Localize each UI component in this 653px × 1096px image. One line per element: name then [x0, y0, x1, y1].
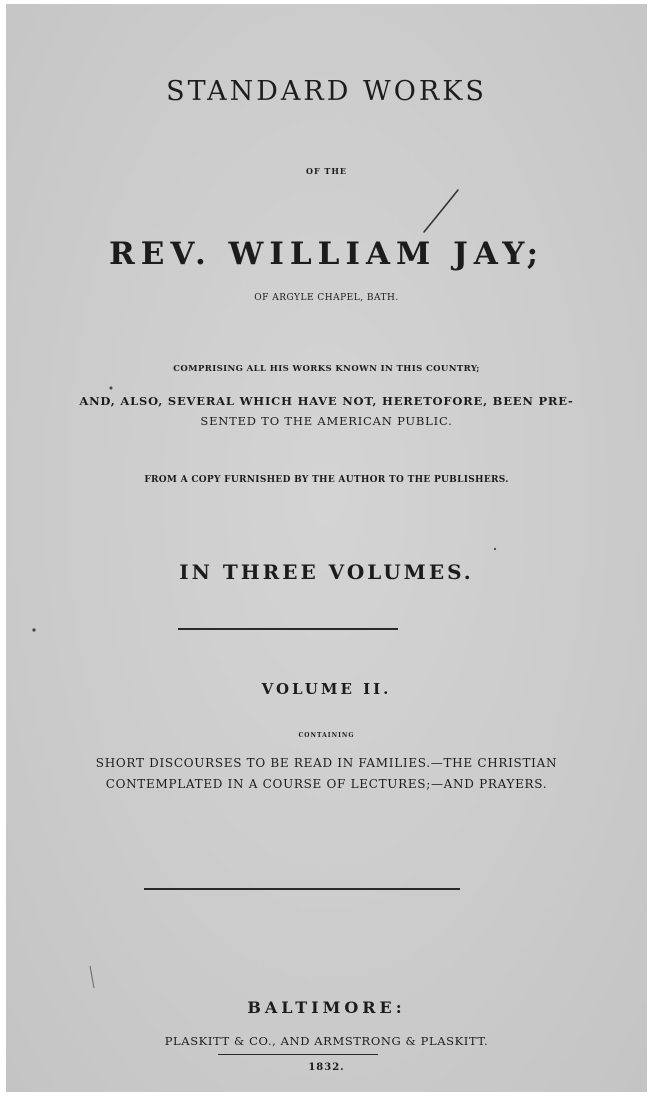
series-title: STANDARD WORKS	[166, 76, 487, 107]
imprint-year: 1832.	[308, 1062, 345, 1073]
imprint-publisher: PLASKITT & CO., AND ARMSTRONG & PLASKITT.	[164, 1034, 489, 1048]
title-page	[6, 4, 647, 1092]
volume-count: IN THREE VOLUMES.	[179, 560, 474, 584]
description-line-1: AND, ALSO, SEVERAL WHICH HAVE NOT, HERETOFORE, BEEN PRE-	[79, 394, 574, 408]
contents-line-1: SHORT DISCOURSES TO BE READ IN FAMILIES.—THE CHRISTIAN	[95, 756, 558, 770]
of-the-text: OF THE	[305, 166, 348, 176]
author-name: REV. WILLIAM JAY;	[108, 236, 545, 272]
copy-note: FROM A COPY FURNISHED BY THE AUTHOR TO THE PUBLISHERS.	[144, 475, 509, 485]
containing-text: CONTAINING	[298, 732, 355, 739]
divider-rule	[218, 1054, 378, 1055]
contents-line-2: CONTEMPLATED IN A COURSE OF LECTURES;—AND PRAYERS.	[105, 777, 548, 791]
imprint-city: BALTIMORE:	[247, 998, 406, 1017]
author-affiliation: OF ARGYLE CHAPEL, BATH.	[254, 293, 399, 303]
comprising-text: COMPRISING ALL HIS WORKS KNOWN IN THIS COUNTRY;	[173, 364, 480, 374]
divider-rule	[178, 628, 398, 630]
description-line-2: SENTED TO THE AMERICAN PUBLIC.	[200, 414, 453, 428]
divider-rule	[144, 888, 460, 890]
volume-label: VOLUME II.	[261, 680, 392, 698]
